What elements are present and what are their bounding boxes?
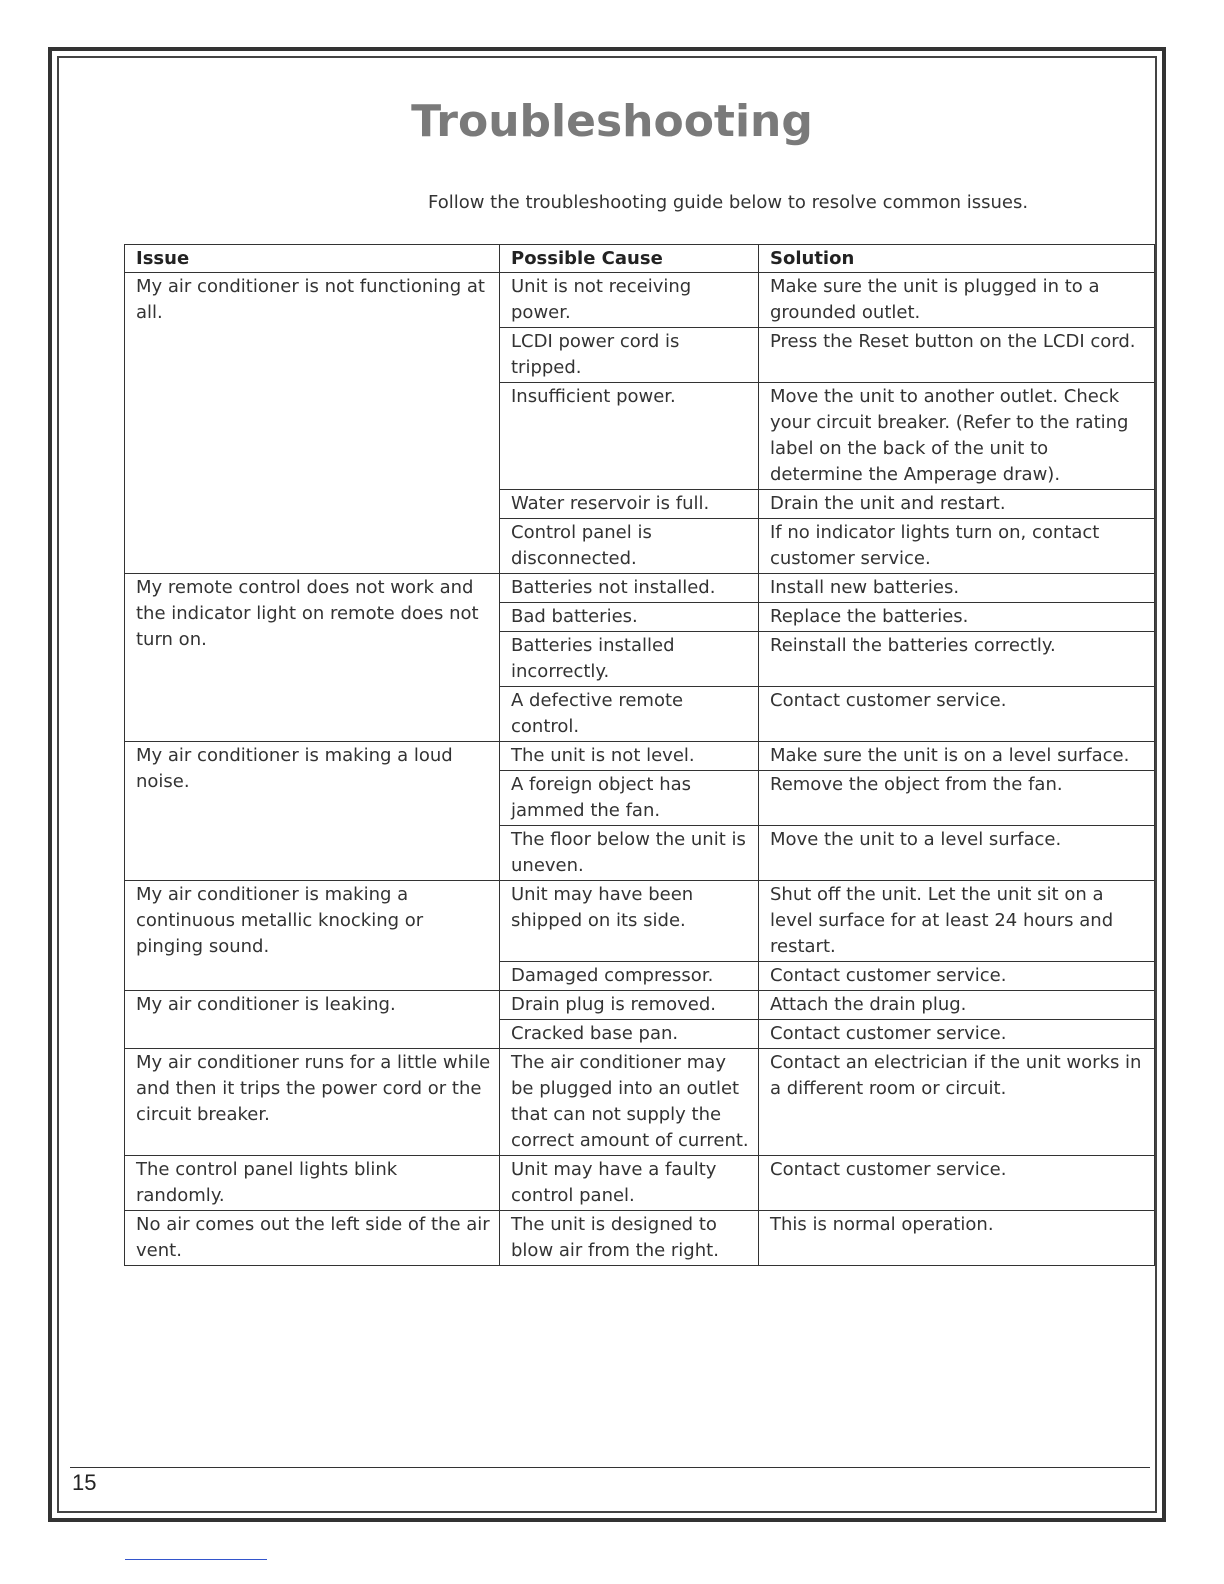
troubleshooting-table (124, 244, 1155, 1266)
solution-cell: Contact an electrician if the unit works in a different room or circuit. (759, 1049, 1155, 1156)
solution-cell: Make sure the unit is on a level surface. (759, 742, 1155, 771)
cause-cell: Cracked base pan. (500, 1020, 759, 1049)
solution-cell: This is normal operation. (759, 1211, 1155, 1266)
table-row (125, 881, 1155, 962)
cause-cell: Insufficient power. (500, 383, 759, 490)
cause-cell: Damaged compressor. (500, 962, 759, 991)
cause-cell: Batteries installed incorrectly. (500, 632, 759, 687)
cause-cell: A foreign object has jammed the fan. (500, 771, 759, 826)
issue-cell: My air conditioner is making a loud noise. (125, 742, 500, 881)
cause-cell: Unit may have a faulty control panel. (500, 1156, 759, 1211)
solution-cell: If no indicator lights turn on, contact customer service. (759, 519, 1155, 574)
cause-cell: LCDI power cord is tripped. (500, 328, 759, 383)
cause-cell: A defective remote control. (500, 687, 759, 742)
table-header-row (125, 245, 1155, 273)
table-row (125, 1156, 1155, 1211)
solution-cell: Drain the unit and restart. (759, 490, 1155, 519)
header-solution: Solution (759, 245, 1155, 273)
cause-cell: Drain plug is removed. (500, 991, 759, 1020)
solution-cell: Remove the object from the fan. (759, 771, 1155, 826)
solution-cell: Contact customer service. (759, 687, 1155, 742)
page-number: 15 (72, 1470, 97, 1495)
cause-cell: Water reservoir is full. (500, 490, 759, 519)
intro-text: Follow the troubleshooting guide below to resolve common issues. (428, 192, 1029, 213)
table-row (125, 273, 1155, 328)
cause-cell: Unit may have been shipped on its side. (500, 881, 759, 962)
solution-cell: Press the Reset button on the LCDI cord. (759, 328, 1155, 383)
solution-cell: Move the unit to a level surface. (759, 826, 1155, 881)
solution-cell: Attach the drain plug. (759, 991, 1155, 1020)
solution-cell: Install new batteries. (759, 574, 1155, 603)
header-issue: Issue (125, 245, 500, 273)
issue-cell: No air comes out the left side of the air vent. (125, 1211, 500, 1266)
table-row (125, 1211, 1155, 1266)
issue-cell: My air conditioner runs for a little while and then it trips the power cord or the circuit breaker. (125, 1049, 500, 1156)
cause-cell: The unit is not level. (500, 742, 759, 771)
solution-cell: Replace the batteries. (759, 603, 1155, 632)
table-row (125, 991, 1155, 1020)
issue-cell: The control panel lights blink randomly. (125, 1156, 500, 1211)
footer-divider (70, 1467, 1150, 1468)
cause-cell: Batteries not installed. (500, 574, 759, 603)
issue-cell: My remote control does not work and the indicator light on remote does not turn on. (125, 574, 500, 742)
cause-cell: The air conditioner may be plugged into an outlet that can not supply the correct amount of current. (500, 1049, 759, 1156)
header-possible-cause: Possible Cause (500, 245, 759, 273)
cause-cell: Control panel is disconnected. (500, 519, 759, 574)
table-row (125, 1049, 1155, 1156)
table-row (125, 742, 1155, 771)
solution-cell: Shut off the unit. Let the unit sit on a level surface for at least 24 hours and restart. (759, 881, 1155, 962)
cause-cell: The unit is designed to blow air from the right. (500, 1211, 759, 1266)
issue-cell: My air conditioner is making a continuous metallic knocking or pinging sound. (125, 881, 500, 991)
solution-cell: Reinstall the batteries correctly. (759, 632, 1155, 687)
issue-cell: My air conditioner is not functioning at all. (125, 273, 500, 574)
cause-cell: The floor below the unit is uneven. (500, 826, 759, 881)
solution-cell: Contact customer service. (759, 962, 1155, 991)
cause-cell: Unit is not receiving power. (500, 273, 759, 328)
cause-cell: Bad batteries. (500, 603, 759, 632)
solution-cell: Move the unit to another outlet. Check your circuit breaker. (Refer to the rating label on the back of the unit to determine the Amperage draw). (759, 383, 1155, 490)
page-title: Troubleshooting (411, 96, 813, 147)
bottom-link-underline (125, 1559, 267, 1560)
solution-cell: Make sure the unit is plugged in to a grounded outlet. (759, 273, 1155, 328)
issue-cell: My air conditioner is leaking. (125, 991, 500, 1049)
solution-cell: Contact customer service. (759, 1156, 1155, 1211)
solution-cell: Contact customer service. (759, 1020, 1155, 1049)
table-row (125, 574, 1155, 603)
